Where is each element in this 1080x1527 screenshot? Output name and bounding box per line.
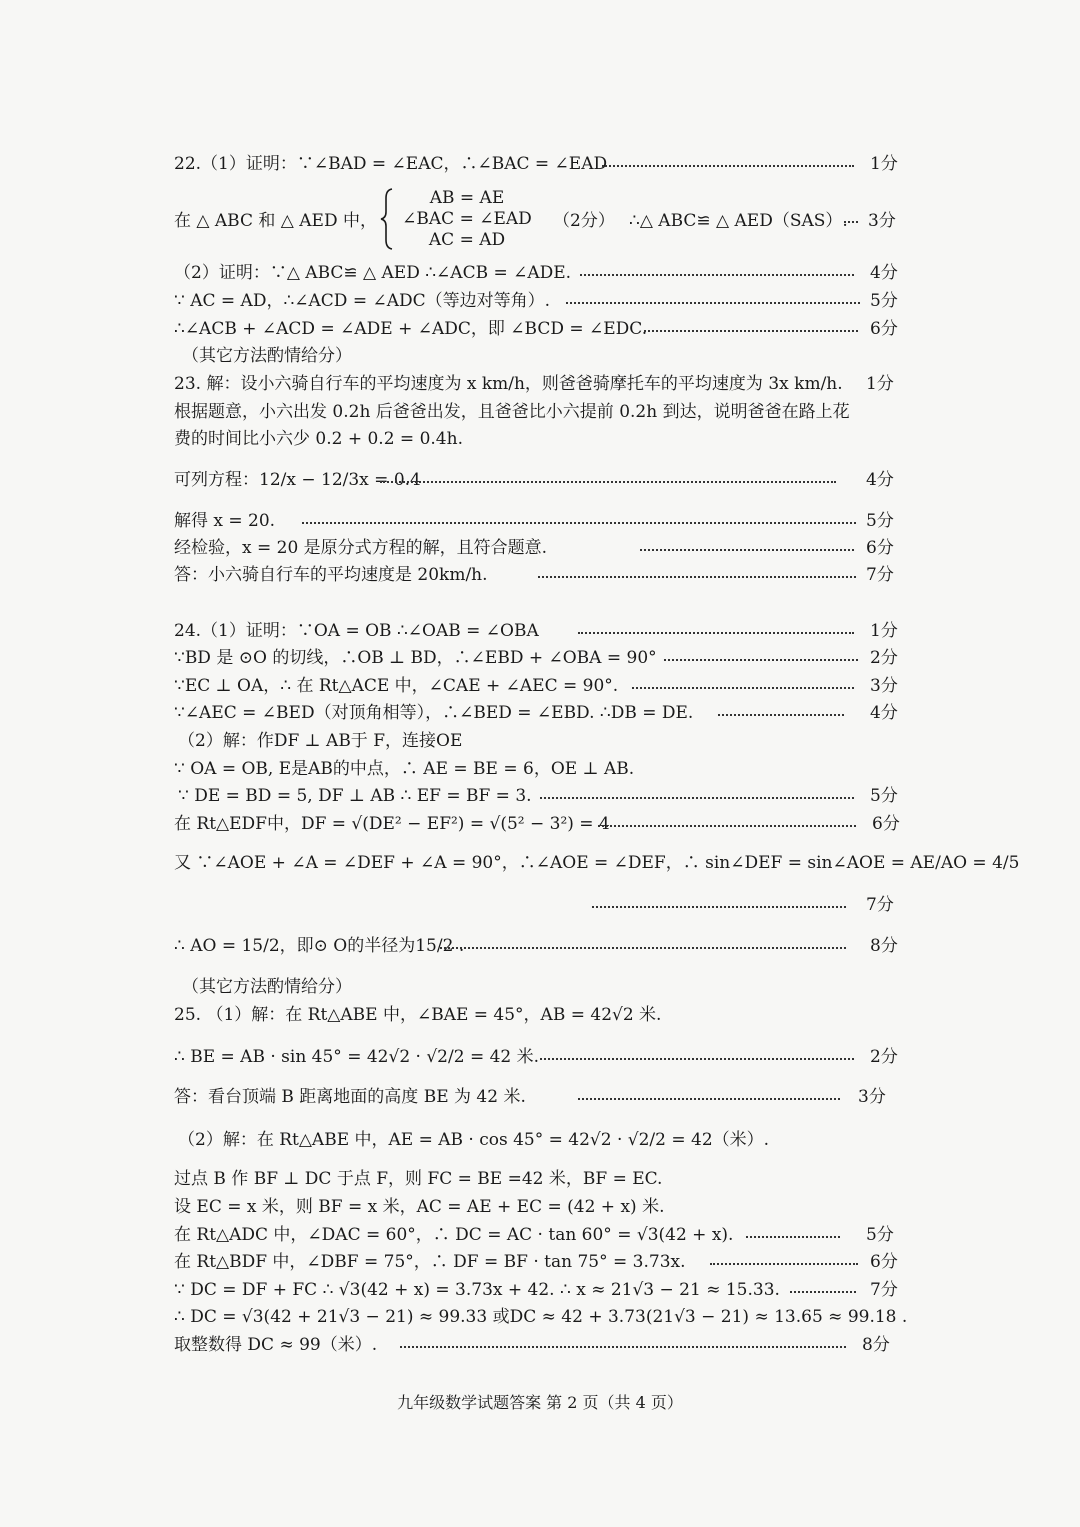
line-text: ∵EC ⊥ OA，∴ 在 Rt△ACE 中，∠CAE + ∠AEC = 90°.	[174, 676, 619, 696]
line-text: ∴ AO = 15/2，即⊙ O的半径为15/2 .	[174, 936, 465, 956]
answer-line	[0, 1248, 1080, 1276]
answer-line	[0, 1043, 1080, 1071]
score-label: 3分	[868, 211, 896, 231]
answer-line	[0, 342, 1080, 370]
leader-dots	[538, 576, 856, 578]
answer-line	[0, 849, 1080, 877]
line-text: 根据题意，小六出发 0.2h 后爸爸出发，且爸爸比小六提前 0.2h 到达，说明爸爸在路上花	[174, 402, 850, 422]
leader-dots	[718, 714, 844, 716]
leader-dots	[380, 481, 836, 483]
answer-line	[0, 315, 1080, 343]
answer-line	[0, 644, 1080, 672]
brace-conclusion: ∴△ ABC≌ △ AED（SAS）.	[629, 211, 848, 231]
leader-dots	[540, 1058, 854, 1060]
line-text: 经检验，x = 20 是原分式方程的解，且符合题意.	[174, 538, 548, 558]
score-label: 6分	[870, 1252, 898, 1272]
answer-line	[0, 973, 1080, 1001]
line-text: ∴∠ACB + ∠ACD = ∠ADE + ∠ADC，即 ∠BCD = ∠EDC.	[174, 319, 648, 339]
answer-line	[0, 534, 1080, 562]
line-text: 22.（1）证明：∵∠BAD = ∠EAC，∴∠BAC = ∠EAD	[174, 154, 608, 174]
score-label: 6分	[866, 538, 894, 558]
line-text: ∵ AC = AD，∴∠ACD = ∠ADC（等边对等角）.	[174, 291, 551, 311]
score-label: 6分	[870, 319, 898, 339]
answer-line	[0, 1001, 1080, 1029]
leader-dots	[790, 1291, 856, 1293]
answer-line	[0, 287, 1080, 315]
answer-line	[0, 150, 1080, 178]
answer-line	[0, 1221, 1080, 1249]
answer-line	[0, 561, 1080, 589]
brace-row: AC = AD	[428, 230, 506, 250]
line-text: 在 Rt△ADC 中，∠DAC = 60°，∴ DC = AC · tan 60° = √3(42 + x).	[174, 1225, 734, 1245]
line-text: 过点 B 作 BF ⊥ DC 于点 F，则 FC = BE =42 米，BF = EC.	[174, 1169, 663, 1189]
line-text: 取整数得 DC ≈ 99（米）.	[174, 1335, 378, 1355]
score-label: 2分	[870, 648, 898, 668]
leader-dots	[746, 1236, 840, 1238]
leader-dots	[540, 797, 854, 799]
leader-dots	[440, 947, 846, 949]
score-label: 8分	[862, 1335, 890, 1355]
line-text: （2）解：在 Rt△ABE 中，AE = AB · cos 45° = 42√2 · √2/2 = 42（米）.	[178, 1130, 770, 1150]
leader-dots	[580, 274, 854, 276]
answer-line	[0, 782, 1080, 810]
line-text: 设 EC = x 米，则 BF = x 米，AC = AE + EC = (42 + x) 米.	[174, 1197, 665, 1217]
answer-line	[0, 1165, 1080, 1193]
score-label: 4分	[870, 263, 898, 283]
line-text: （其它方法酌情给分）	[182, 346, 352, 366]
brace-row: ∠BAC = ∠EAD	[402, 209, 532, 229]
answer-line	[0, 425, 1080, 453]
answer-line	[0, 755, 1080, 783]
score-label: 1分	[866, 374, 894, 394]
answer-line	[0, 1193, 1080, 1221]
score-label: 3分	[858, 1087, 886, 1107]
leader-dots	[302, 522, 856, 524]
leader-dots	[844, 221, 858, 223]
score-label: 2分	[870, 1047, 898, 1067]
leader-dots	[578, 1098, 840, 1100]
score-label: 5分	[870, 786, 898, 806]
score-label: 7分	[866, 565, 894, 585]
leader-dots	[644, 330, 858, 332]
line-text: 23. 解：设小六骑自行车的平均速度为 x km/h，则爸爸骑摩托车的平均速度为 3x km/h.	[174, 374, 843, 394]
score-label: 4分	[870, 703, 898, 723]
brace-prefix: 在 △ ABC 和 △ AED 中，	[174, 211, 377, 231]
line-text: ∴ BE = AB · sin 45° = 42√2 · √2/2 = 42 米.	[174, 1047, 540, 1067]
brace-system	[0, 188, 1080, 252]
line-text: （其它方法酌情给分）	[182, 977, 352, 997]
line-text: ∵BD 是 ⊙O 的切线，∴OB ⊥ BD，∴∠EBD + ∠OBA = 90°	[174, 648, 657, 668]
leader-dots	[598, 825, 856, 827]
score-label: 4分	[866, 470, 894, 490]
left-brace-icon	[380, 188, 394, 250]
line-text: 答：小六骑自行车的平均速度是 20km/h.	[174, 565, 488, 585]
leader-dots	[632, 687, 854, 689]
answer-line	[0, 1276, 1080, 1304]
score-label: 1分	[870, 154, 898, 174]
score-label: 7分	[870, 1280, 898, 1300]
answer-line	[0, 891, 1080, 919]
score-label: 6分	[872, 814, 900, 834]
answer-line	[0, 672, 1080, 700]
leader-dots	[578, 632, 854, 634]
score-label: 5分	[866, 1225, 894, 1245]
score-label: 8分	[870, 936, 898, 956]
line-text: 在 Rt△EDF中，DF = √(DE² − EF²) = √(5² − 3²) = 4	[174, 814, 610, 834]
leader-dots	[400, 1346, 846, 1348]
answer-line	[0, 1303, 1080, 1331]
score-label: 7分	[866, 895, 894, 915]
page-footer: 九年级数学试题答案 第 2 页（共 4 页）	[397, 1393, 683, 1412]
answer-line	[0, 1331, 1080, 1359]
leader-dots	[640, 549, 854, 551]
line-text: （2）证明：∵△ ABC≌ △ AED ∴∠ACB = ∠ADE.	[174, 263, 572, 283]
answer-line	[0, 699, 1080, 727]
line-text: 可列方程：12/x − 12/3x = 0.4	[174, 470, 421, 490]
leader-dots	[664, 659, 858, 661]
brace-row: AB = AE	[429, 188, 505, 208]
answer-line	[0, 370, 1080, 398]
line-text: 又 ∵∠AOE + ∠A = ∠DEF + ∠A = 90°，∴∠AOE = ∠DEF，∴ sin∠DEF = sin∠AOE = AE/AO = 4/5	[174, 853, 1020, 873]
answer-line	[0, 398, 1080, 426]
answer-line	[0, 617, 1080, 645]
answer-line	[0, 810, 1080, 838]
leader-dots	[602, 165, 854, 167]
leader-dots	[566, 302, 860, 304]
line-text: ∵ DC = DF + FC ∴ √3(42 + x) = 3.73x + 42. ∴ x ≈ 21√3 − 21 ≈ 15.33.	[174, 1280, 780, 1300]
answer-line	[0, 727, 1080, 755]
answer-line	[0, 466, 1080, 494]
answer-line	[0, 259, 1080, 287]
score-label: 5分	[866, 511, 894, 531]
line-text: 24.（1）证明：∵OA = OB ∴∠OAB = ∠OBA	[174, 621, 539, 641]
score-label: 1分	[870, 621, 898, 641]
line-text: ∵∠AEC = ∠BED（对顶角相等），∴∠BED = ∠EBD. ∴DB = DE.	[174, 703, 694, 723]
line-text: 25. （1）解：在 Rt△ABE 中，∠BAE = 45°，AB = 42√2 米.	[174, 1005, 662, 1025]
brace-mid-score: （2分）	[553, 211, 615, 231]
leader-dots	[710, 1263, 858, 1265]
score-label: 3分	[870, 676, 898, 696]
line-text: （2）解：作DF ⊥ AB于 F，连接OE	[178, 731, 463, 751]
line-text: ∴ DC = √3(42 + 21√3 − 21) ≈ 99.33 或DC ≈ 42 + 3.73(21√3 − 21) ≈ 13.65 ≈ 99.18 .	[174, 1307, 908, 1327]
line-text: ∵ OA = OB, E是AB的中点，∴ AE = BE = 6，OE ⊥ AB.	[174, 759, 635, 779]
line-text: 解得 x = 20.	[174, 511, 276, 531]
line-text: 费的时间比小六少 0.2 + 0.2 = 0.4h.	[174, 429, 463, 449]
answer-line	[0, 507, 1080, 535]
answer-line	[0, 932, 1080, 960]
answer-line	[0, 1083, 1080, 1111]
line-text: 在 Rt△BDF 中，∠DBF = 75°，∴ DF = BF · tan 75° = 3.73x.	[174, 1252, 686, 1272]
score-label: 5分	[870, 291, 898, 311]
answer-line	[0, 1126, 1080, 1154]
leader-dots	[592, 906, 846, 908]
line-text: ∵ DE = BD = 5, DF ⊥ AB ∴ EF = BF = 3.	[178, 786, 532, 806]
line-text: 答：看台顶端 B 距离地面的高度 BE 为 42 米.	[174, 1087, 526, 1107]
